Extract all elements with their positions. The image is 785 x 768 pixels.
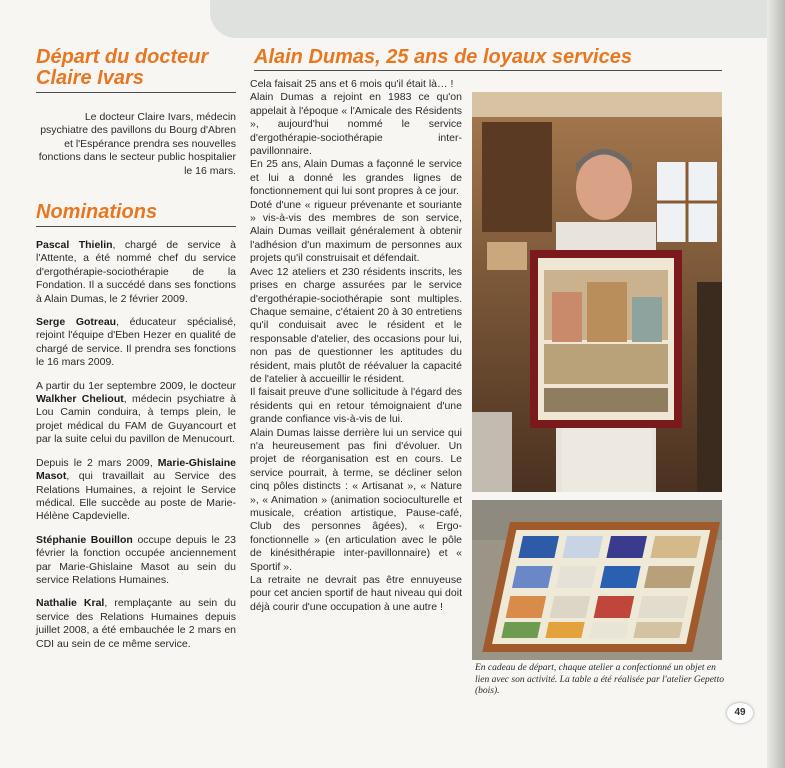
- nomination-text: , éducateur spécialisé, rejoint l'équipe d'Eben Hezer en qualité de chargé de service. Il prendra ses fonctions le 16 mars 2009.: [36, 316, 236, 369]
- page-edge: [767, 0, 785, 768]
- nomination-intro: Depuis le 2 mars 2009,: [36, 456, 158, 469]
- nomination-text: , chargé de service à l'Attente, a été nommé chef du service d'ergothérapie-sociothérapie de la Fondation. Il a succédé dans ses fonctions à Alain Dumas, le 2 février 2009.: [36, 239, 236, 305]
- nominee-name: Nathalie Kral: [36, 597, 105, 610]
- nomination-intro: A partir du 1er septembre 2009, le docteur: [36, 379, 236, 392]
- nomination-entry: [36, 239, 236, 306]
- page-number: 49: [727, 703, 753, 723]
- article-paragraph: Avec 12 ateliers et 230 résidents inscrits, les prises en charge assurées par le service d'ergothérapie-sociothérapie sont multiples. Chaque semaine, c'étaient 20 à 30 entretiens qu'il conduisait avec le résident et le responsable d'atelier, des occasions pour lui, non pas de questionner les aptitudes du résident, mais plutôt de réévaluer la capacité de l'atelier à accueillir le résident.: [250, 265, 462, 385]
- article-body: [250, 91, 462, 614]
- nomination-entry: [36, 534, 236, 588]
- article-paragraph: Alain Dumas a rejoint en 1983 ce qu'on appelait à l'époque « l'Amicale des Résidents », aujourd'hui nommé le service d'ergothérapie-sociothérapie inter-pavillonnaire.: [250, 91, 462, 158]
- nomination-text: , médecin psychiatre à Lou Camin conduira, à temps plein, le projet médical du FAM de Guyancourt et par la suite celui du pavillon de Menucourt.: [36, 393, 236, 446]
- article-paragraph: Doté d'une « rigueur prévenante et souriante » vis-à-vis des membres de son service, Alain Dumas veillait généralement à obtenir l'adhésion d'un maximum de personnes aux projets qu'il construisait et défendait.: [250, 198, 462, 265]
- departure-title: Départ du docteur Claire Ivars: [36, 46, 209, 89]
- nominations-list: [36, 239, 236, 651]
- section-rule: [36, 92, 236, 93]
- article-title-rule: [254, 70, 722, 71]
- nominee-name: Stéphanie Bouillon: [36, 533, 133, 546]
- nominee-name: Walkher Cheliout: [36, 393, 124, 406]
- nomination-text: , remplaçante au sein du service des Relations Humaines depuis juillet 2008, a été embauchée le 2 mars en CDI au sein de ce même service.: [36, 597, 236, 650]
- article-title: Alain Dumas, 25 ans de loyaux services: [254, 46, 632, 68]
- nomination-entry: [36, 380, 236, 447]
- nominee-name: Serge Gotreau: [36, 316, 117, 329]
- article-paragraph: En 25 ans, Alain Dumas a façonné le service et lui a donné les grandes lignes de fonctionnement qui lui sont propres à ce jour.: [250, 158, 462, 198]
- nomination-entry: [36, 316, 236, 370]
- nomination-entry: [36, 457, 236, 524]
- nomination-entry: [36, 597, 236, 651]
- photo-gift-table: [472, 500, 722, 660]
- departure-text: Le docteur Claire Ivars, médecin psychiatre des pavillons du Bourg d'Abren et l'Espérance prendra ses nouvelles fonctions dans le secteur public hospitalier le 16 mars.: [38, 111, 236, 177]
- article-column: [250, 78, 462, 614]
- article-paragraph: La retraite ne devrait pas être ennuyeuse pour cet ancien sportif de haut niveau qui doit déjà courir d'une occupation à une autre !: [250, 574, 462, 613]
- nominations-title: Nominations: [36, 201, 158, 223]
- photo-caption: En cadeau de départ, chaque atelier a confectionné un objet en lien avec son activité. La table a été réalisée par l'atelier Gepetto (bois).: [475, 663, 724, 696]
- article-lead: Cela faisait 25 ans et 6 mois qu'il était là… !: [250, 78, 454, 90]
- nominee-name: Marie-Ghislaine Masot: [36, 456, 236, 483]
- nominations-section: [36, 202, 236, 661]
- nomination-text: occupe depuis le 23 février la fonction occupée anciennement par Marie-Ghislaine Masot au sein du service Relations Humaines.: [36, 533, 236, 586]
- header-tab-shape: [210, 0, 770, 38]
- photo-retirement-portrait: [472, 92, 722, 492]
- article-paragraph: Alain Dumas laisse derrière lui un service qui n'a heureusement pas fini d'évoluer. Un projet de réorganisation est en cours. Le service pourrait, à terme, se décliner selon cinq pôles distincts : « Artisanat », « Nature », « Animation » (animation socioculturelle et musicale, création artistique, Pause-café, Club des personnes âgées), « Ergo-fonctionnelle » (en articulation avec le pôle de kinésithérapie inter-pavillonnaire) et « Sportif ».: [250, 426, 462, 573]
- departure-section: [36, 47, 236, 188]
- article-paragraph: Il faisait preuve d'une sollicitude à l'égard des résidents qui en retour témoignaient d'une grande confiance vis-à-vis de lui.: [250, 386, 462, 426]
- nominee-name: Pascal Thielin: [36, 239, 113, 251]
- section-rule: [36, 226, 236, 227]
- nomination-text: , qui travaillait au Service des Relations Humaines, a rejoint le Service médical. Elle succède au poste de Marie-Hélène Capdevielle.: [36, 470, 236, 523]
